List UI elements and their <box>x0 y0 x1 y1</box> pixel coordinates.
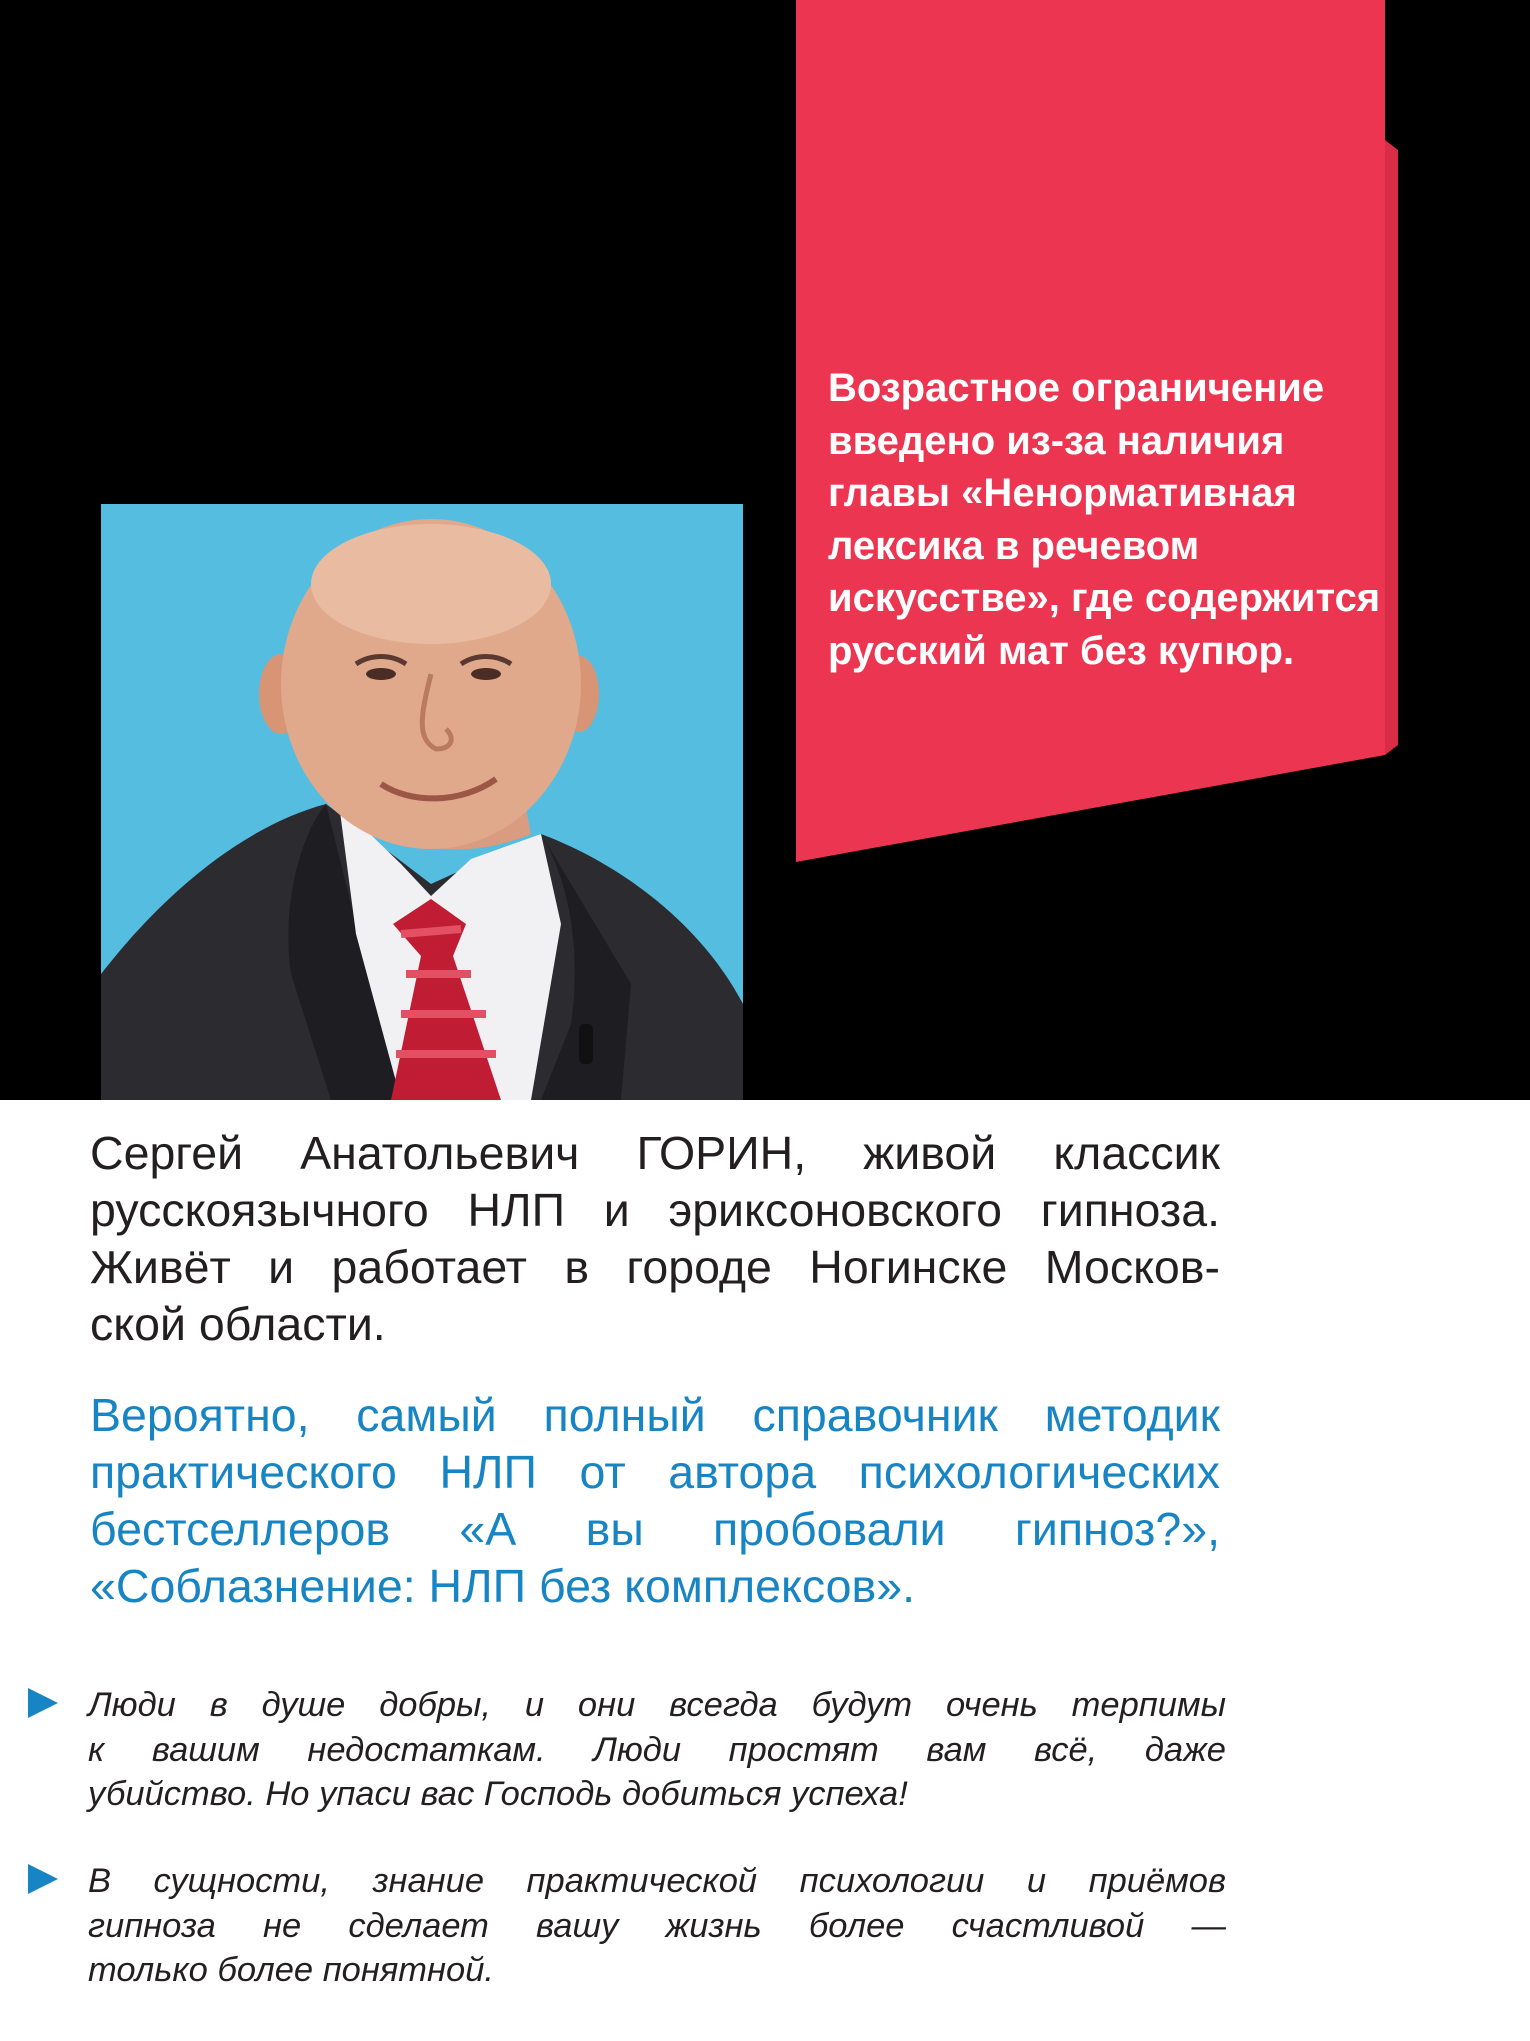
quote-line: только более понятной. <box>88 1951 494 1989</box>
book-description-line: «Соблазнение: НЛП без комплексов». <box>90 1560 916 1612</box>
triangle-bullet-icon <box>28 1864 58 1894</box>
book-description-line: Вероятно, самый полный справочник методик <box>90 1389 1220 1441</box>
author-portrait <box>101 504 743 1100</box>
banner-line: введено из-за наличия <box>828 418 1285 463</box>
triangle-bullet-icon <box>28 1688 58 1718</box>
quote-line: В сущности, знание практической психологии и приёмов <box>88 1862 1226 1900</box>
author-bio-line: ской области. <box>90 1298 386 1350</box>
quote-line: убийство. Но упаси вас Господь добиться успеха! <box>88 1775 908 1813</box>
banner-line: лексика в речевом <box>828 523 1200 568</box>
quote-block <box>88 1683 1226 1817</box>
age-restriction-note <box>828 362 1388 677</box>
banner-line: русский мат без купюр. <box>828 628 1295 673</box>
quote-line: Люди в душе добры, и они всегда будут очень терпимы <box>88 1686 1226 1724</box>
author-bio-line: русскоязычного НЛП и эриксоновского гипноза. <box>90 1184 1220 1236</box>
banner-line: искусстве», где содержится <box>828 576 1381 620</box>
quote-line: к вашим недостаткам. Люди простят вам всё, даже <box>88 1730 1226 1769</box>
quote-line: гипноза не сделает вашу жизнь более счастливой — <box>88 1906 1226 1945</box>
banner-line: главы «Ненормативная <box>828 471 1297 515</box>
book-description-line: бестселлеров «А вы пробовали гипноз?», <box>90 1503 1220 1555</box>
author-bio-line: Живёт и работает в городе Ногинске Москов- <box>90 1241 1220 1293</box>
author-bio <box>90 1125 1220 1353</box>
book-description <box>90 1387 1220 1615</box>
book-description-line: практического НЛП от автора психологических <box>90 1446 1220 1498</box>
quote-block <box>88 1859 1226 1993</box>
author-bio-line: Сергей Анатольевич ГОРИН, живой классик <box>90 1127 1220 1179</box>
author-photo <box>101 504 743 1100</box>
banner-line: Возрастное ограничение <box>828 366 1325 410</box>
